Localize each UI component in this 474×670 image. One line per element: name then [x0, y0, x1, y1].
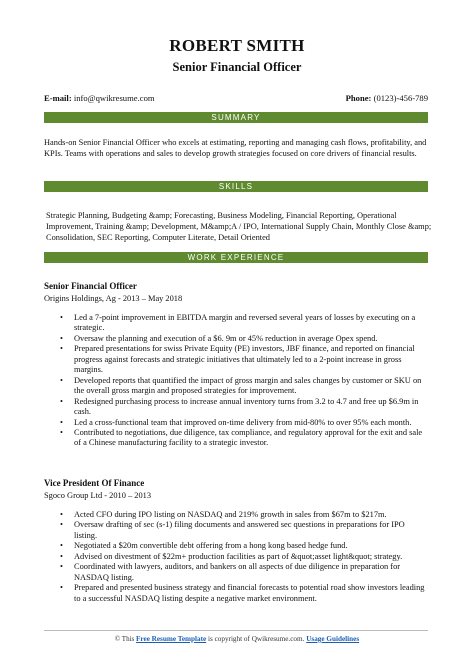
list-item: • Developed reports that quantified the impact of gross margin and sales changes by customer or SKU on the overall gross margin and proposed strategies for improvement.	[74, 376, 428, 397]
summary-text: Hands-on Senior Financial Officer who excels at estimating, reporting and managing cash flows, profitability, and KPIs. Teams with operations and sales to develop growth strategies focused on core drivers of financial results.	[44, 138, 427, 158]
candidate-name: ROBERT SMITH	[169, 36, 305, 55]
list-item: • Advised on divestment of $22m+ production facilities as part of &quot;asset light&quot; strategy.	[74, 552, 428, 562]
job-2-bullets	[44, 510, 428, 604]
email-value[interactable]: info@qwikresume.com	[73, 93, 155, 103]
job-1-meta: Origins Holdings, Ag - 2013 – May 2018	[44, 294, 183, 303]
list-item: • Acted CFO during IPO listing on NASDAQ and 219% growth in sales from $67m to $217m.	[74, 510, 428, 520]
job-1-bullets	[44, 313, 428, 449]
contact-row	[44, 93, 428, 103]
email-label: E-mail:	[44, 93, 72, 103]
skills-heading: SKILLS	[44, 181, 428, 192]
phone-value: (0123)-456-789	[373, 93, 428, 103]
footer	[0, 635, 474, 643]
list-item: • Negotiated a $20m convertible debt offering from a hong kong based hedge fund.	[74, 541, 428, 551]
phone-block	[346, 93, 428, 103]
job-2-title: Vice President Of Finance	[44, 478, 145, 488]
list-item: • Led a 7-point improvement in EBITDA margin and reversed several years of losses by executing on a strategic.	[74, 313, 428, 334]
list-item: • Contributed to negotiations, due diligence, tax compliance, and regulatory approval for the exit and sale of a Chinese manufacturing facility to a strategic investor.	[74, 428, 428, 449]
list-item: • Led a cross-functional team that improved on-time delivery from mid-80% to over 95% each month.	[74, 418, 428, 428]
list-item: • Oversaw the planning and execution of a $6. 9m or 45% reduction in average Opex spend.	[74, 334, 428, 344]
footer-middle: is copyright of Qwikresume.com.	[207, 635, 305, 643]
job-1-title: Senior Financial Officer	[44, 281, 137, 291]
experience-heading: WORK EXPERIENCE	[44, 252, 428, 263]
list-item: • Coordinated with lawyers, auditors, and bankers on all aspects of due diligence in preparation for NASDAQ listing.	[74, 562, 428, 583]
summary-heading: SUMMARY	[44, 112, 428, 123]
list-item: • Oversaw drafting of sec (s-1) filing documents and answered sec questions in preparations for IPO listing.	[74, 520, 428, 541]
list-item: • Prepared and presented business strategy and financial forecasts to potential road show investors leading to a successful NASDAQ listing despite a negative market environment.	[74, 583, 428, 604]
footer-divider	[44, 630, 428, 631]
phone-label: Phone:	[345, 93, 372, 103]
usage-guidelines-link[interactable]: Usage Guidelines	[306, 635, 360, 643]
candidate-title: Senior Financial Officer	[172, 60, 302, 74]
job-2-meta: Sgoco Group Ltd - 2010 – 2013	[44, 491, 152, 500]
email-block	[44, 93, 155, 103]
list-item: • Redesigned purchasing process to increase annual inventory turns from 3.2 to 4.7 and free up $6.9m in cash.	[74, 397, 428, 418]
skills-text: Strategic Planning, Budgeting &amp; Forecasting, Business Modeling, Financial Reporting, Operational Improvement, Training &amp; Development, M&amp;A / IPO, International Supply Chain, Monthly Close &amp; Consolidation, SEC Reporting, Computer Literate, Detail Oriented	[46, 211, 432, 242]
footer-prefix: © This	[114, 635, 135, 643]
free-resume-template-link[interactable]: Free Resume Template	[136, 635, 207, 643]
list-item: • Prepared presentations for swiss Private Equity (PE) investors, JBF finance, and reported on financial progress against forecasts and strategic initiatives that ultimately led to a 2-point increase in gross margins.	[74, 344, 428, 375]
